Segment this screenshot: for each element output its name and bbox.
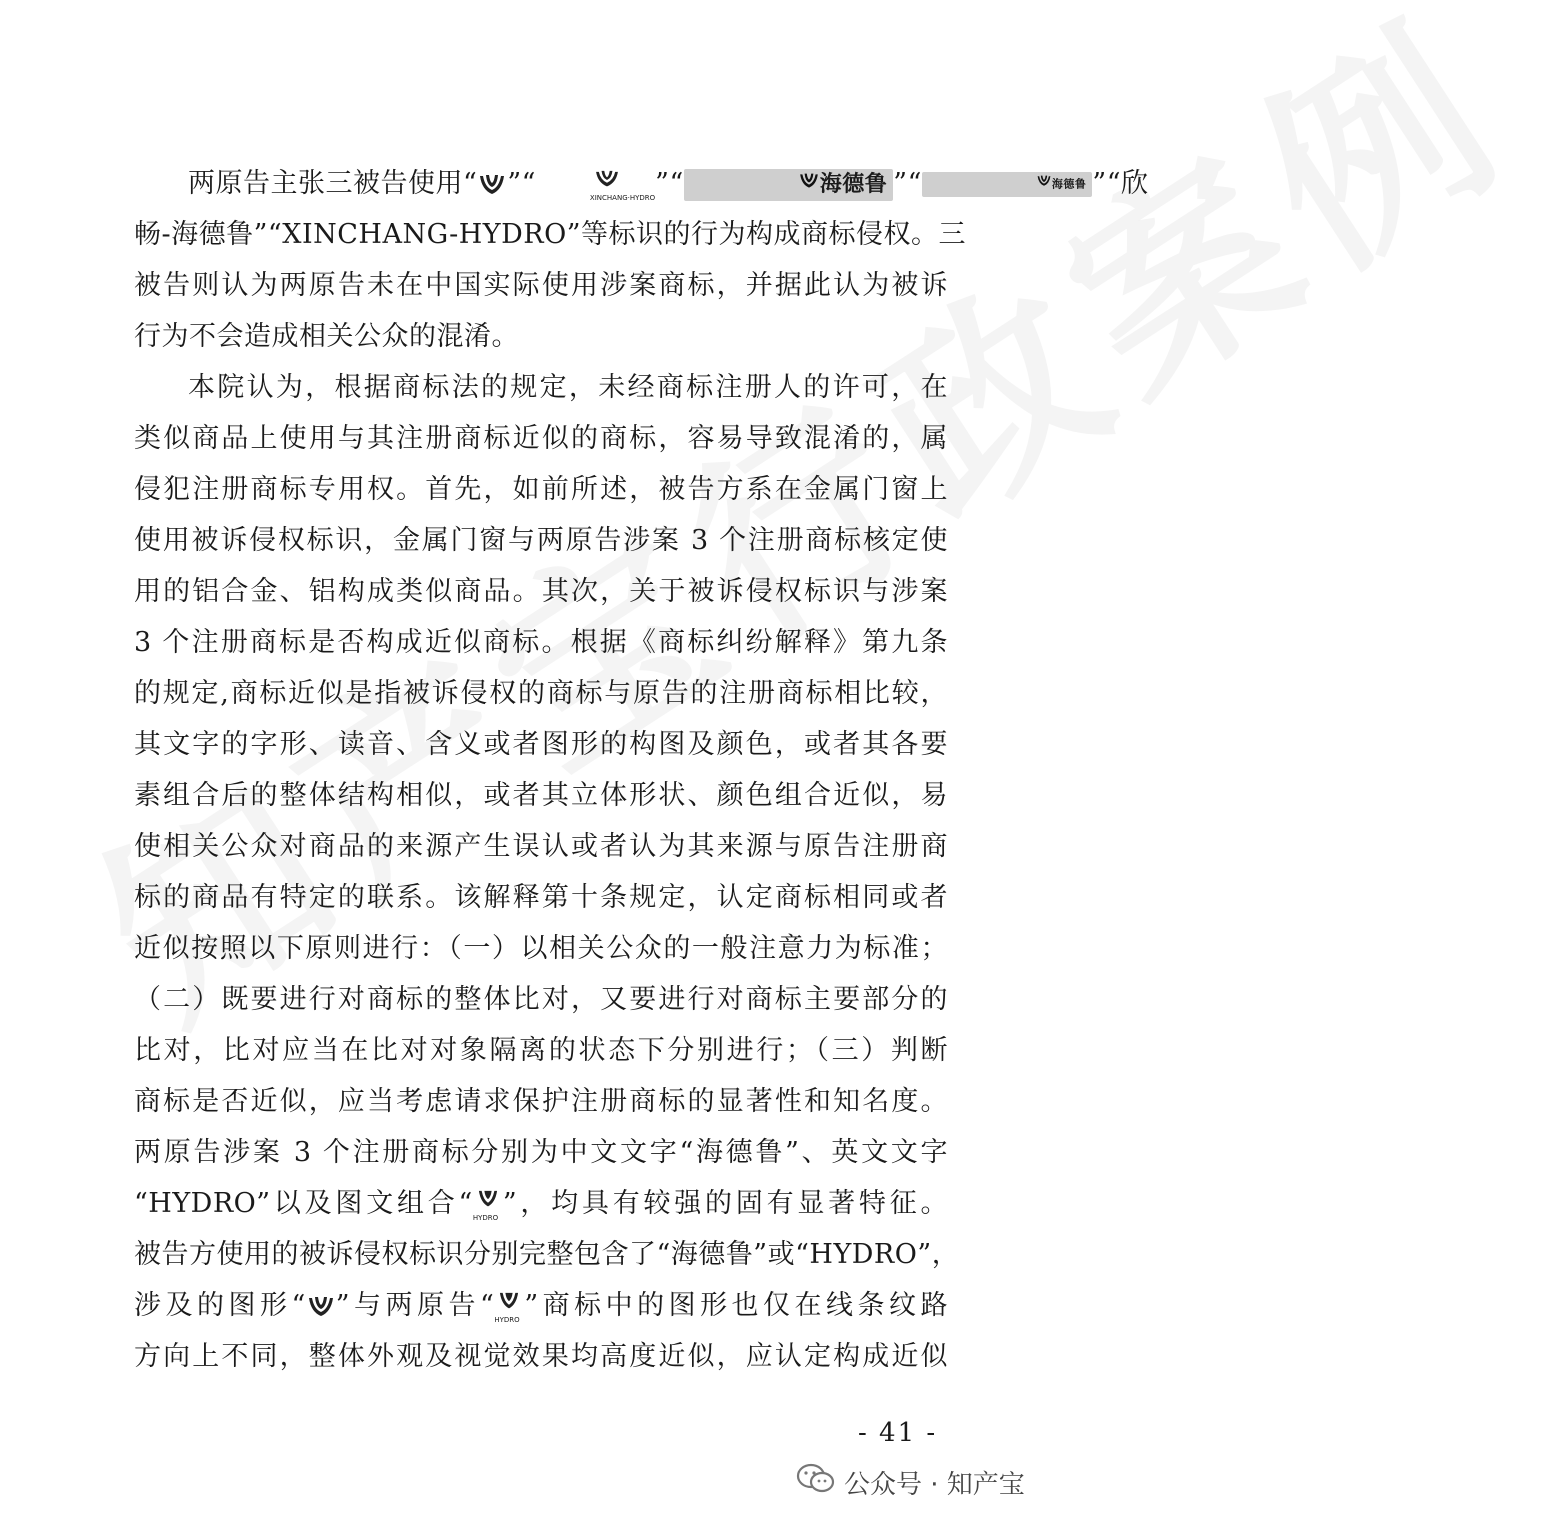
text-line: 行为不会造成相关公众的混淆。 [134,321,519,352]
hydro-logo-icon: HYDRO [473,1188,503,1222]
text-line: （二）既要进行对商标的整体比对，又要进行对商标主要部分的 [134,984,948,1015]
page-number: - 41 - [858,1418,938,1448]
text-span: 涉及的图形“ [134,1290,306,1321]
text-line: 素组合后的整体结构相似，或者其立体形状、颜色组合近似，易 [134,780,948,811]
text-line: 方向上不同，整体外观及视觉效果均高度近似，应认定构成近似 [134,1341,948,1372]
text-line: 使用被诉侵权标识，金属门窗与两原告涉案 3 个注册商标核定使 [134,525,948,556]
text-line: 3 个注册商标是否构成近似商标。根据《商标纠纷解释》第九条 [134,627,948,658]
hydro-chinese-logo-small: 海德鲁 [922,172,1093,197]
text-line: 两原告涉案 3 个注册商标分别为中文文字“海德鲁”、英文文字 [134,1137,948,1168]
wave-logo-small-icon: XINCHANG·HYDRO [536,168,655,202]
text-line: 比对，比对应当在比对对象隔离的状态下分别进行；（三）判断 [134,1035,948,1066]
wave-logo-icon [982,174,1052,195]
text-span: ”“欣 [1092,168,1149,199]
text-span: ”“ [655,168,684,199]
text-line: 畅-海德鲁”“XINCHANG-HYDRO”等标识的行为构成商标侵权。三 [134,219,967,250]
wechat-icon [796,1462,836,1503]
text-span: “HYDRO”以及图文组合“ [134,1188,473,1219]
text-line: 商标是否近似，应当考虑请求保护注册商标的显著性和知名度。 [134,1086,948,1117]
footer-account-label: 公众号 · 知产宝 [844,1469,1025,1500]
text-line: 标的商品有特定的联系。该解释第十条规定，认定商标相同或者 [134,882,948,913]
text-span: 两原告主张三被告使用“ [188,168,478,199]
text-line: 近似按照以下原则进行：（一）以相关公众的一般注意力为标准； [134,933,948,964]
text-span: ”与两原告“ [335,1290,495,1321]
text-line: 用的铝合金、铝构成类似商品。其次，关于被诉侵权标识与涉案 [134,576,948,607]
wave-logo-icon [477,172,507,198]
text-span: ”，均具有较强的固有显著特征。 [502,1188,948,1219]
wave-logo-icon [306,1294,336,1320]
wave-logo-icon [744,171,820,199]
text-line [134,1280,948,1331]
text-span: ”“ [507,168,536,199]
text-line: 其文字的字形、读音、含义或者图形的构图及颜色，或者其各要 [134,729,948,760]
hydro-logo-icon: HYDRO [494,1290,524,1324]
text-span: ”商标中的图形也仅在线条纹路 [524,1290,948,1321]
text-line [134,158,1149,209]
hydro-chinese-logo: 海德鲁 [684,169,894,201]
text-line: 类似商品上使用与其注册商标近似的商标，容易导致混淆的，属 [134,423,948,454]
text-line: 被告则认为两原告未在中国实际使用涉案商标，并据此认为被诉 [134,270,948,301]
text-line: 的规定,商标近似是指被诉侵权的商标与原告的注册商标相比较， [134,678,948,709]
text-line: 本院认为，根据商标法的规定，未经商标注册人的许可，在 [188,372,948,403]
text-line: 侵犯注册商标专用权。首先，如前所述，被告方系在金属门窗上 [134,474,948,505]
text-line: 使相关公众对商品的来源产生误认或者认为其来源与原告注册商 [134,831,948,862]
document-body [134,158,1149,1382]
text-span: ”“ [893,168,922,199]
text-line [134,1178,948,1229]
footer-account [796,1462,1025,1502]
text-line: 被告方使用的被诉侵权标识分别完整包含了“海德鲁”或“HYDRO”， [134,1239,960,1270]
